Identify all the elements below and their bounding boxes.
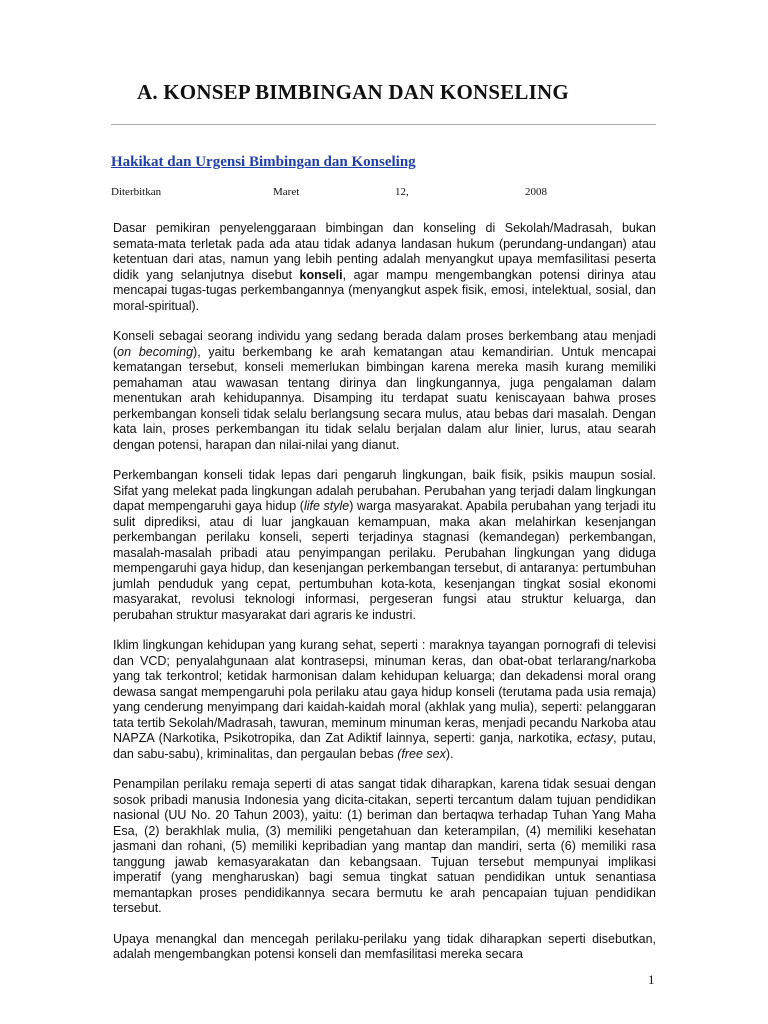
paragraph-5: Penampilan perilaku remaja seperti di atas sangat tidak diharapkan, karena tidak sesuai dengan sosok pribadi manusia Indonesia yang dicita-citakan, seperti tercantum dalam tujuan pendidikan nasional (UU No. 20 Tahun 2003), yaitu: (1) beriman dan bertaqwa terhadap Tuhan Yang Maha Esa, (2) berakhlak mulia, (3) memiliki pengetahuan dan keterampilan, (4) memiliki kesehatan jasmani dan rohani, (5) memiliki kepribadian yang mantap dan mandiri, serta (6) memiliki rasa tanggung jawab kemasyarakatan dan kebangsaan. Tujuan tersebut mempunyai implikasi imperatif (yang mengharuskan) bagi semua tingkat satuan pendidikan untuk senantiasa memantapkan proses pendidikannya secara bermutu ke arah pencapaian tujuan pendidikan tersebut. [113, 777, 656, 915]
paragraph-4: Iklim lingkungan kehidupan yang kurang sehat, seperti : maraknya tayangan pornografi di televisi dan VCD; penyalahgunaan alat kontrasepsi, minuman keras, dan obat-obat terlarang/narkoba yang tak terkontrol; ketidak harmonisan dalam kehidupan keluarga; dan dekadensi moral orang dewasa sangat mempengaruhi pola perilaku atau gaya hidup konseli (terutama pada usia remaja) yang cenderung menyimpang dari kaidah-kaidah moral (akhlak yang mulia), seperti: pelanggaran tata tertib Sekolah/Madrasah, tawuran, meminum minuman keras, menjadi pecandu Narkoba atau NAPZA (Narkotika, Psikotropika, dan Zat Adiktif lainnya, seperti: ganja, narkotika, ectasy, putau, dan sabu-sabu), kriminalitas, dan pergaulan bebas (free sex). [113, 638, 657, 761]
paragraph-1: Dasar pemikiran penyelenggaraan bimbingan dan konseling di Sekolah/Madrasah, bukan semata-mata terletak pada ada atau tidak adanya landasan hukum (perundang-undangan) atau ketentuan dari atas, namun yang lebih penting adalah menyangkut upaya memfasilitasi peserta didik yang selanjutnya disebut konseli, agar mampu mengembangkan potensi dirinya atau mencapai tugas-tugas perkembangannya (menyangkut aspek fisik, emosi, intelektual, sosial, dan moral-spiritual). [113, 221, 656, 313]
paragraph-2: Konseli sebagai seorang individu yang sedang berada dalam proses berkembang atau menjadi (on becoming), yaitu berkembang ke arah kematangan atau kemandirian. Untuk mencapai kematangan tersebut, konseli memerlukan bimbingan karena mereka masih kurang memiliki pemahaman atau wawasan tentang dirinya dan lingkungannya, juga pengalaman dalam menentukan arah kehidupannya. Disamping itu terdapat suatu keniscayaan bahwa proses perkembangan konseli tidak selalu berlangsung secara mulus, atau bebas dari masalah. Dengan kata lain, proses perkembangan itu tidak selalu berjalan dalam alur linier, lurus, atau searah dengan potensi, harapan dan nilai-nilai yang dianut. [113, 329, 656, 452]
article-body [113, 221, 656, 963]
emphasis-free-sex: (free sex [397, 746, 446, 761]
paragraph-3: Perkembangan konseli tidak lepas dari pengaruh lingkungan, baik fisik, psikis maupun sosial. Sifat yang melekat pada lingkungan adalah perubahan. Perubahan yang terjadi dalam lingkungan dapat mempengaruhi gaya hidup (life style) warga masyarakat. Apabila perubahan yang terjadi itu sulit diprediksi, atau di luar jangkauan kemampuan, maka akan melahirkan kesenjangan perkembangan perilaku konseli, seperti terjadinya stagnasi (kemandegan) perkembangan, masalah-masalah pribadi atau penyimpangan perilaku. Perubahan lingkungan yang diduga mempengaruhi gaya hidup, dan kesenjangan perkembangan tersebut, di antaranya: pertumbuhan jumlah penduduk yang cepat, pertumbuhan kota-kota, kesenjangan tingkat sosial ekonomi masyarakat, revolusi teknologi informasi, pergeseran fungsi atau struktur keluarga, dan perubahan struktur masyarakat dari agraris ke industri. [113, 468, 656, 622]
emphasis-life-style: life style [303, 499, 350, 513]
article-title-link[interactable]: Hakikat dan Urgensi Bimbingan dan Konseling [111, 154, 416, 170]
published-year: 2008 [525, 186, 547, 198]
page-number: 1 [648, 972, 655, 987]
emphasis-on-becoming: on becoming [117, 344, 194, 359]
paragraph-6: Upaya menangkal dan mencegah perilaku-perilaku yang tidak diharapkan seperti disebutkan, adalah mengembangkan potensi konseli dan memfasilitasi mereka secara [113, 931, 656, 961]
horizontal-rule [111, 124, 656, 125]
chapter-title: A. KONSEP BIMBINGAN DAN KONSELING [137, 80, 569, 104]
published-label: Diterbitkan [111, 186, 162, 198]
published-month: Maret [273, 186, 300, 198]
emphasis-konseli: konseli [299, 267, 343, 282]
emphasis-ectasy: ectasy [577, 731, 614, 745]
published-day: 12, [395, 186, 409, 198]
